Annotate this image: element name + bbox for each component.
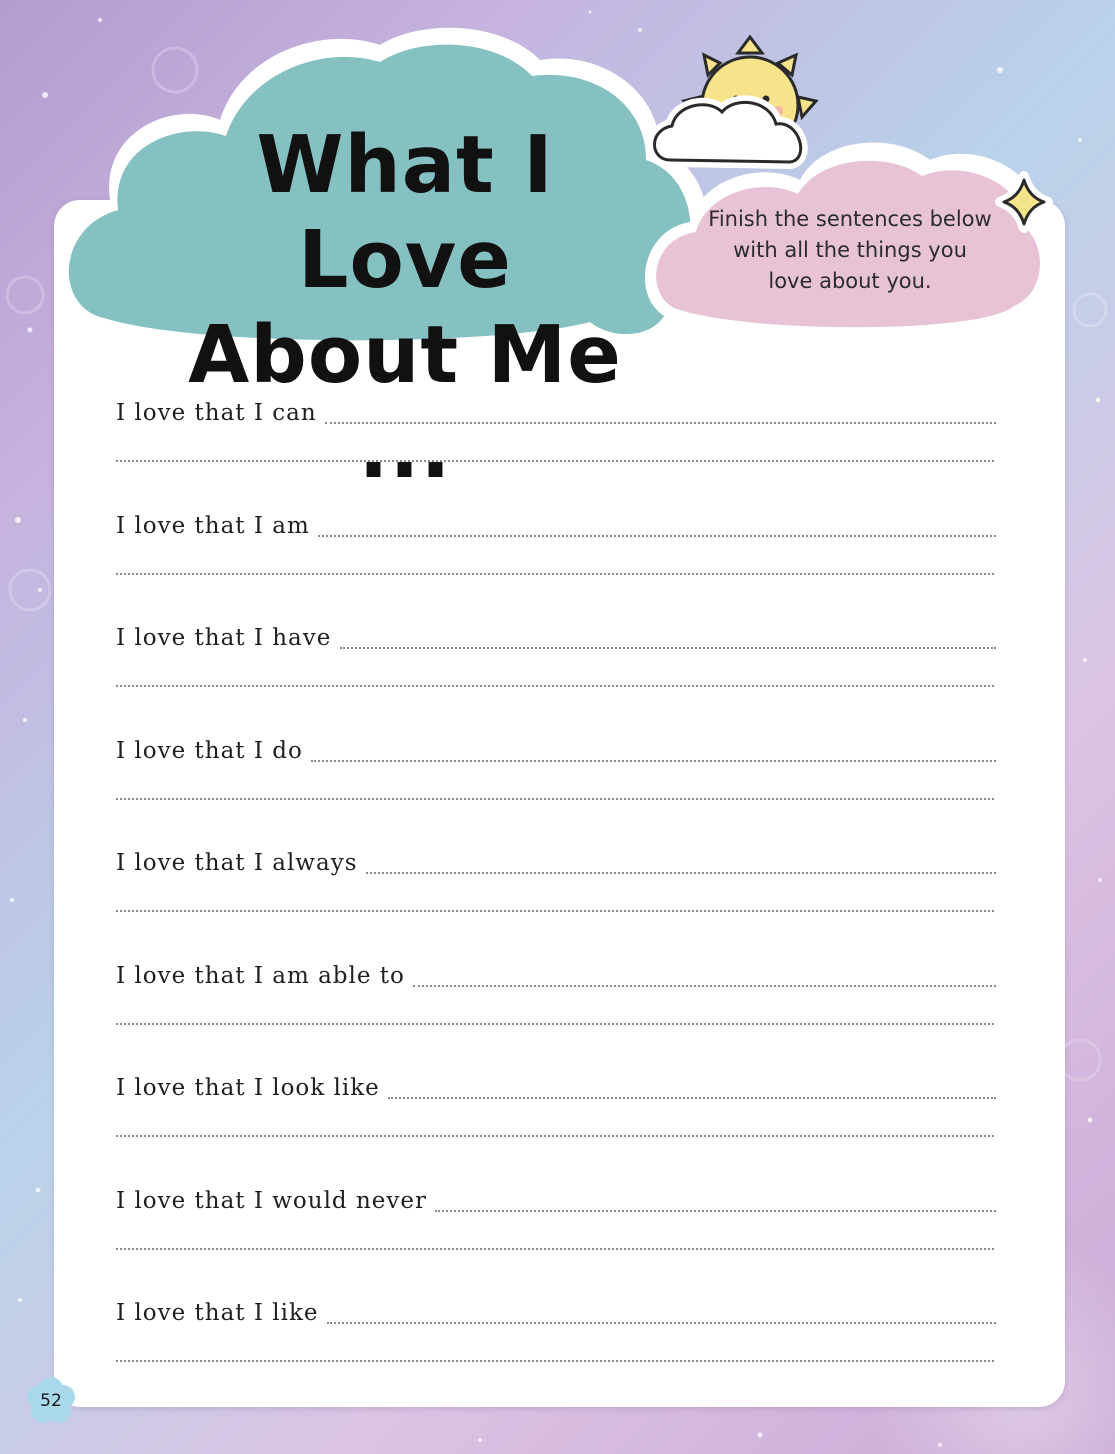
prompt-answer-line[interactable]: [325, 422, 996, 424]
page-title: [150, 118, 660, 498]
prompt-row[interactable]: [116, 384, 996, 428]
title-line-2: About Me ...: [188, 309, 622, 496]
instructions-line-1: Finish the sentences below: [708, 207, 992, 231]
prompt-row[interactable]: [116, 1059, 996, 1103]
prompt-answer-line[interactable]: [413, 985, 996, 987]
prompt-continuation-line[interactable]: [116, 685, 994, 687]
title-line-1: What I Love: [256, 119, 554, 306]
prompt-continuation-line[interactable]: [116, 1360, 994, 1362]
prompt-row[interactable]: [116, 609, 996, 653]
prompt-answer-line[interactable]: [327, 1322, 996, 1324]
prompt-continuation-line[interactable]: [116, 798, 994, 800]
prompt-answer-line[interactable]: [366, 872, 996, 874]
instructions: [680, 204, 1020, 297]
prompt-answer-line[interactable]: [340, 647, 996, 649]
prompt-answer-line[interactable]: [388, 1097, 996, 1099]
prompt-label: I love that I look like: [116, 1075, 380, 1101]
page-number: 52: [40, 1391, 62, 1411]
prompt-label: I love that I always: [116, 850, 358, 876]
prompt-label: I love that I would never: [116, 1187, 427, 1214]
prompt-answer-line[interactable]: [318, 535, 996, 537]
sun-behind-cloud-icon: [655, 37, 817, 162]
prompt-label: I love that I am: [116, 512, 310, 539]
prompt-row[interactable]: [116, 1172, 996, 1216]
prompt-label: I love that I like: [116, 1300, 319, 1326]
prompt-row[interactable]: [116, 834, 996, 878]
prompt-label: I love that I do: [116, 737, 303, 764]
instructions-line-3: love about you.: [768, 269, 932, 293]
prompt-label: I love that I am able to: [116, 962, 405, 989]
prompt-answer-line[interactable]: [435, 1210, 996, 1212]
prompt-continuation-line[interactable]: [116, 573, 994, 575]
page-number-badge: [29, 1381, 73, 1421]
prompt-row[interactable]: [116, 722, 996, 766]
prompt-label: I love that I have: [116, 625, 332, 651]
prompt-row[interactable]: [116, 947, 996, 991]
prompt-continuation-line[interactable]: [116, 1248, 994, 1250]
prompt-continuation-line[interactable]: [116, 1023, 994, 1025]
prompt-continuation-line[interactable]: [116, 460, 994, 462]
prompt-label: I love that I can: [116, 400, 317, 426]
prompt-row[interactable]: [116, 497, 996, 541]
instructions-line-2: with all the things you: [733, 238, 967, 262]
prompt-continuation-line[interactable]: [116, 1135, 994, 1137]
prompt-row[interactable]: [116, 1284, 996, 1328]
prompt-answer-line[interactable]: [311, 760, 996, 762]
prompt-continuation-line[interactable]: [116, 910, 994, 912]
